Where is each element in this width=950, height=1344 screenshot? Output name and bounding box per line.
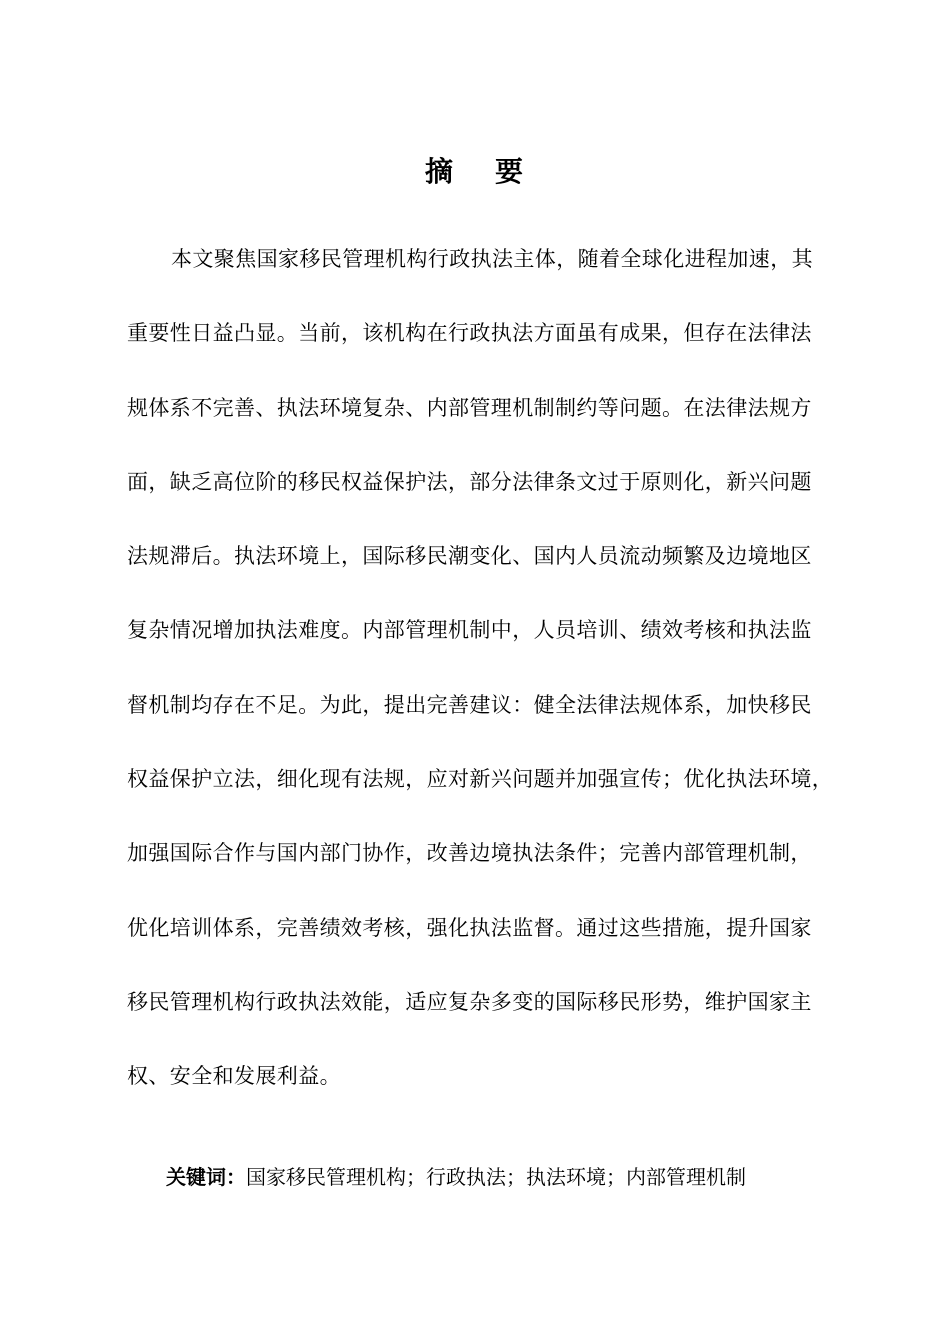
abstract-line: 督机制均存在不足。为此，提出完善建议：健全法律法规体系，加快移民 [127, 692, 812, 717]
keywords-label: 关键词： [166, 1165, 246, 1189]
abstract-line: 移民管理机构行政执法效能，适应复杂多变的国际移民形势，维护国家主 [127, 989, 812, 1014]
keywords-text: 国家移民管理机构；行政执法；执法环境；内部管理机制 [246, 1165, 746, 1189]
abstract-line: 权益保护立法，细化现有法规，应对新兴问题并加强宣传；优化执法环境， [127, 767, 834, 792]
abstract-line: 加强国际合作与国内部门协作，改善边境执法条件；完善内部管理机制， [127, 841, 812, 866]
abstract-line: 本文聚焦国家移民管理机构行政执法主体，随着全球化进程加速，其 [171, 247, 813, 271]
abstract-line: 权、安全和发展利益。 [127, 1064, 341, 1089]
abstract-line: 面，缺乏高位阶的移民权益保护法，部分法律条文过于原则化，新兴问题 [127, 469, 812, 494]
abstract-body [127, 236, 847, 1128]
abstract-title-char-1: 摘 [424, 155, 455, 188]
keywords-line [166, 1157, 746, 1197]
abstract-title [0, 152, 950, 192]
abstract-title-char-2: 要 [495, 155, 526, 188]
abstract-line: 法规滞后。执法环境上，国际移民潮变化、国内人员流动频繁及边境地区 [127, 544, 812, 569]
abstract-line: 优化培训体系，完善绩效考核，强化执法监督。通过这些措施，提升国家 [127, 915, 812, 940]
abstract-line: 规体系不完善、执法环境复杂、内部管理机制制约等问题。在法律法规方 [127, 395, 812, 420]
abstract-line: 重要性日益凸显。当前，该机构在行政执法方面虽有成果，但存在法律法 [127, 321, 812, 346]
abstract-line: 复杂情况增加执法难度。内部管理机制中，人员培训、绩效考核和执法监 [127, 618, 812, 643]
